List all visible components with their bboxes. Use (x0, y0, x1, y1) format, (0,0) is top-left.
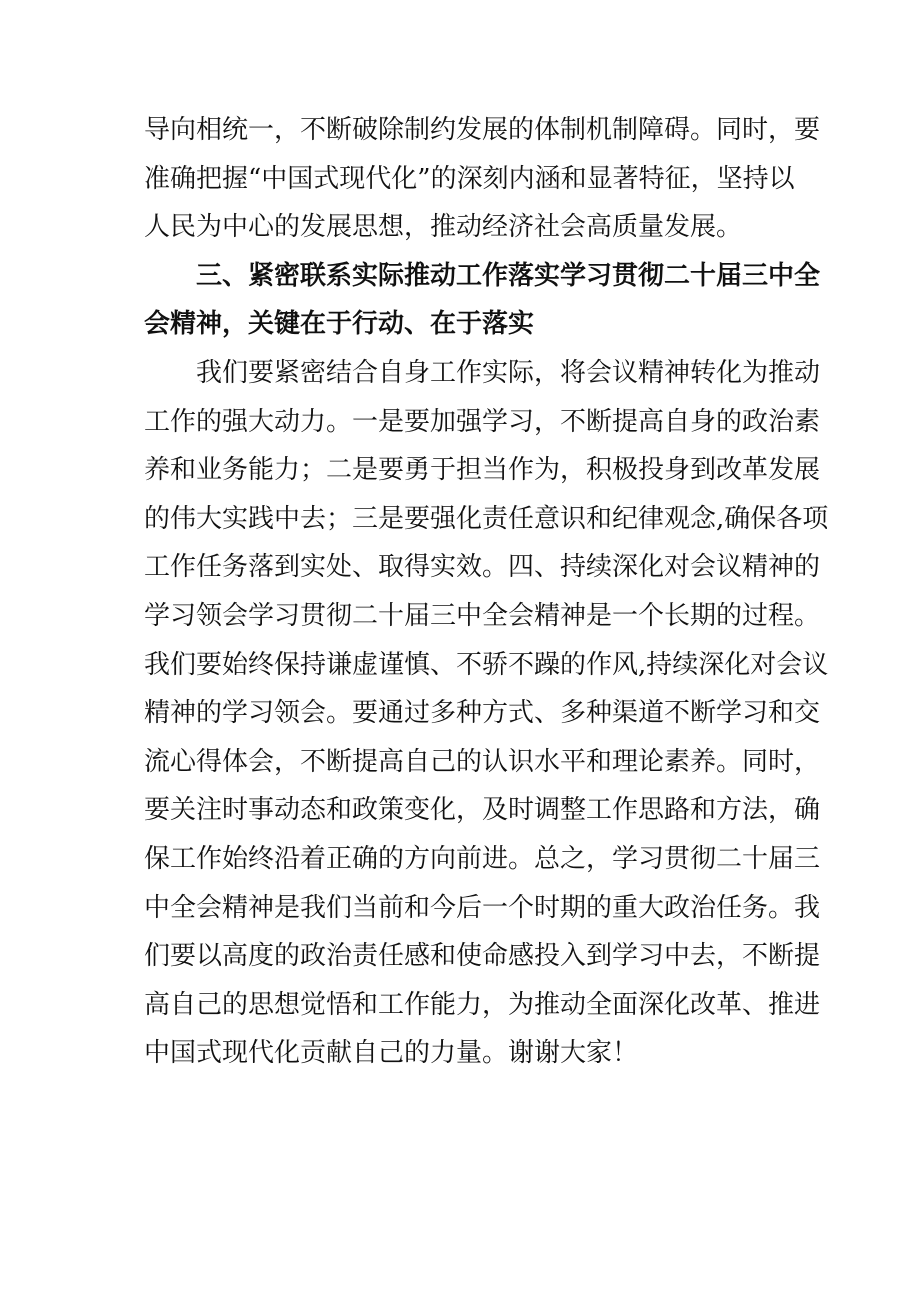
text-line: 要关注时事动态和政策变化，及时调整工作思路和方法，确 (144, 795, 821, 826)
text-line: 养和业务能力；二是要勇于担当作为，积极投身到改革发展 (144, 455, 821, 486)
paragraph-continuation (144, 106, 821, 252)
text-line: 高自己的思想觉悟和工作能力，为推动全面深化改革、推进 (144, 989, 821, 1020)
text-line: 工作的强大动力。一是要加强学习，不断提高自身的政治素 (144, 406, 821, 437)
text-line: 中国式现代化贡献自己的力量。谢谢大家！ (144, 1038, 639, 1069)
text-line: 们要以高度的政治责任感和使命感投入到学习中去，不断提 (144, 941, 821, 972)
text-line: 导向相统一，不断破除制约发展的体制机制障碍。同时，要 (144, 115, 821, 145)
text-line: 我们要始终保持谦虚谨慎、不骄不躁的作风,持续深化对会议 (144, 649, 829, 680)
text-line: 我们要紧密结合自身工作实际，将会议精神转化为推动 (196, 357, 821, 388)
text-line: 保工作始终沿着正确的方向前进。总之，学习贯彻二十届三 (144, 843, 821, 874)
text-line: 流心得体会，不断提高自己的认识水平和理论素养。同时， (144, 746, 821, 777)
paragraph-body (144, 349, 829, 1078)
text-line: 中全会精神是我们当前和今后一个时期的重大政治任务。我 (144, 892, 821, 923)
heading-line: 会精神，关键在于行动、在于落实 (144, 309, 535, 340)
section-heading (144, 252, 821, 349)
text-line: 准确把握“中国式现代化”的深刻内涵和显著特征，坚持以 (144, 163, 795, 194)
text-line: 工作任务落到实处、取得实效。四、持续深化对会议精神的 (144, 552, 821, 583)
text-line: 人民为中心的发展思想，推动经济社会高质量发展。 (144, 212, 743, 243)
text-line: 精神的学习领会。要通过多种方式、多种渠道不断学习和交 (144, 698, 821, 729)
text-line: 学习领会学习贯彻二十届三中全会精神是一个长期的过程。 (144, 600, 821, 631)
heading-line: 三、紧密联系实际推动工作落实学习贯彻二十届三中全 (196, 260, 821, 291)
text-line: 的伟大实践中去；三是要强化责任意识和纪律观念,确保各项 (144, 503, 829, 534)
document-body (144, 106, 829, 1078)
